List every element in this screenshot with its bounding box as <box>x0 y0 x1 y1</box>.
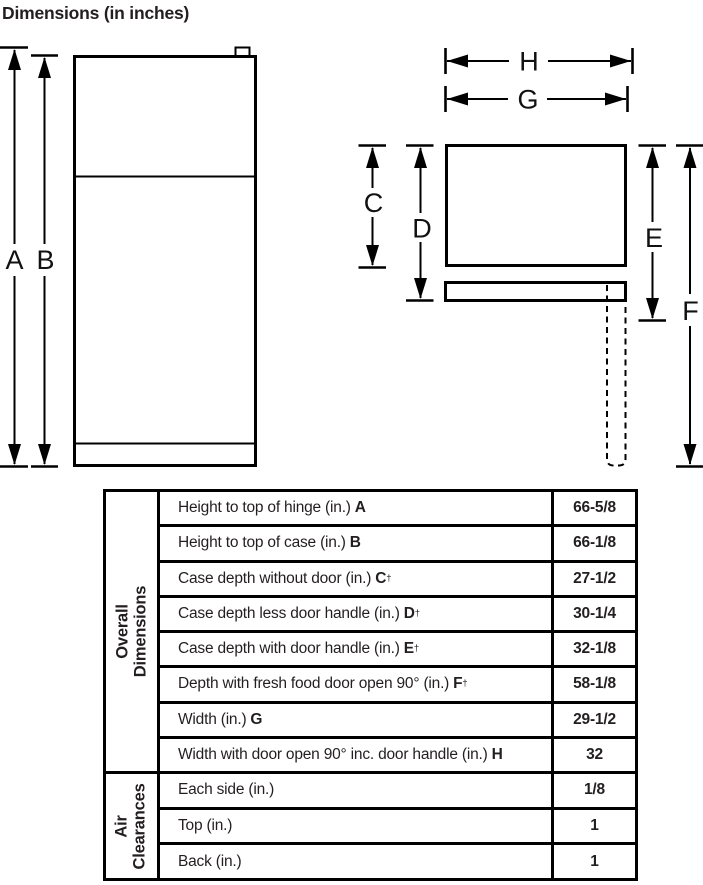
top-view-drawing <box>359 47 703 467</box>
value-cell: 1 <box>551 810 635 843</box>
value-cell: 32-1/8 <box>551 633 635 665</box>
dimension-label-b: B <box>36 245 55 275</box>
dimension-arrow-C <box>359 146 387 268</box>
dimension-arrow-F <box>676 146 703 467</box>
table-row: Width (in.) G 29-1/2 <box>160 704 635 739</box>
dimension-arrow-A <box>0 48 28 467</box>
table-row: Case depth less door handle (in.) D † 30-1/4 <box>160 598 635 633</box>
table-row: Back (in.) 1 <box>160 845 635 878</box>
dimension-arrow-D <box>406 146 434 301</box>
value-cell: 66-1/8 <box>551 527 635 559</box>
door-top-shape <box>446 283 626 301</box>
refrigerator-body-shape <box>75 57 256 466</box>
dimension-label-c: C <box>363 188 384 218</box>
value-cell: 1/8 <box>551 774 635 807</box>
dimension-label-d: D <box>412 213 432 244</box>
table-row: Case depth with door handle (in.) E † 32-1/8 <box>160 633 635 668</box>
value-cell: 29-1/2 <box>551 704 635 736</box>
dimension-arrow-B <box>31 56 58 467</box>
dimension-arrow-H <box>446 47 633 77</box>
value-cell: 32 <box>551 739 635 771</box>
front-view-drawing <box>0 48 256 467</box>
case-top-shape <box>447 146 626 266</box>
table-row: Height to top of hinge (in.) A 66-5/8 <box>160 492 635 527</box>
dimensions-table <box>103 489 638 881</box>
overall-dimensions-rows <box>160 492 635 771</box>
table-row: Top (in.) 1 <box>160 810 635 846</box>
table-section-air-clearances <box>106 774 635 878</box>
dimension-arrow-G <box>446 85 628 115</box>
value-cell: 66-5/8 <box>551 492 635 524</box>
section-header-label: Overall Dimensions <box>113 585 150 678</box>
section-header-overall-dimensions <box>106 492 160 771</box>
table-row: Case depth without door (in.) C † 27-1/2 <box>160 563 635 598</box>
dimension-label-g: G <box>517 84 539 115</box>
air-clearances-rows <box>160 774 635 878</box>
value-cell: 58-1/8 <box>551 668 635 700</box>
section-header-label: Air Clearances <box>113 782 150 870</box>
dimension-label-h: H <box>519 46 539 77</box>
table-section-overall-dimensions <box>106 492 635 774</box>
value-cell: 30-1/4 <box>551 598 635 630</box>
dimension-label-e: E <box>644 223 664 253</box>
table-row: Depth with fresh food door open 90° (in.) F † 58-1/8 <box>160 668 635 703</box>
dimension-label-f: F <box>682 296 699 326</box>
value-cell: 27-1/2 <box>551 563 635 595</box>
page-title: Dimensions (in inches) <box>2 3 190 23</box>
table-row: Each side (in.) 1/8 <box>160 774 635 810</box>
dimension-label-a: A <box>5 245 24 275</box>
value-cell: 1 <box>551 845 635 878</box>
table-row: Width with door open 90° inc. door handle (in.) H 32 <box>160 739 635 771</box>
door-swing-dashed-shape <box>607 285 626 466</box>
table-row: Height to top of case (in.) B 66-1/8 <box>160 527 635 562</box>
section-header-air-clearances <box>106 774 160 878</box>
dimension-arrow-E <box>639 146 667 321</box>
